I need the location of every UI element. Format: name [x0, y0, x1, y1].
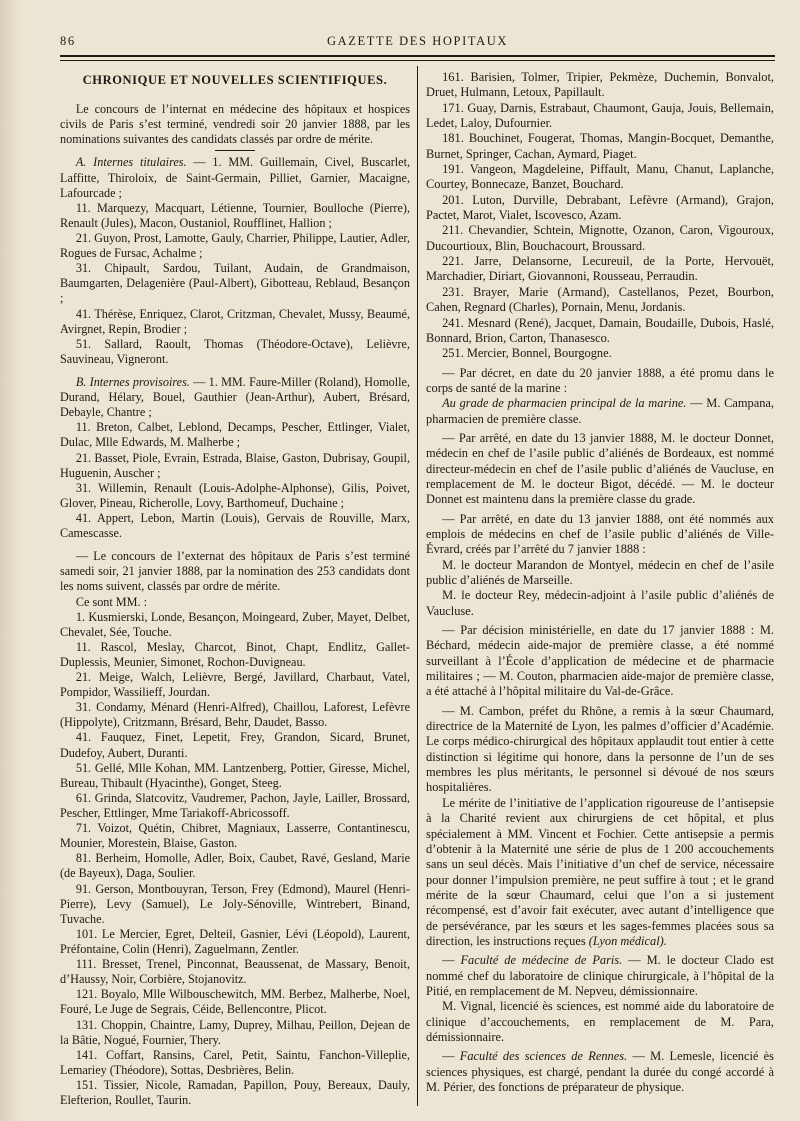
list-item: 31. Chipault, Sardou, Tuilant, Audain, de Grandmaison, Baumgarten, Delagenière (Paul-Albert), Gibotteau, Reblaud, Besançon ;	[60, 261, 410, 306]
list-item: 151. Tissier, Nicole, Ramadan, Papillon, Pouy, Bereaux, Dauly, Elefterion, Roullet, Taurin.	[60, 1078, 410, 1108]
list-item: 51. Gellé, Mlle Kohan, MM. Lantzenberg, Pottier, Giresse, Michel, Bureau, Thibault (Hyacinthe), Gonget, Steeg.	[60, 760, 410, 790]
list-item: 11. Rascol, Meslay, Charcot, Binot, Chapt, Endlitz, Gallet-Duplessis, Meunier, Simonet, Rochon-Duvigneau.	[60, 639, 410, 669]
merite-paragraph	[426, 796, 774, 949]
list-item: 11. Marquezy, Macquart, Létienne, Tournier, Boulloche (Pierre), Renault (Jules), Macon, Oustaniol, Roufflinet, Hallion ;	[60, 200, 410, 230]
list-item: 221. Jarre, Delansorne, Lecureuil, de la Porte, Hervouët, Marchadier, Diriart, Giovannoni, Rousseau, Perraudin.	[426, 254, 774, 284]
arrete-marandon: M. le docteur Marandon de Montyel, médecin en chef de l’asile public d’aliénés de Marseille.	[426, 557, 774, 587]
list-item: 201. Luton, Durville, Debrabant, Lefèvre (Armand), Grajon, Pactet, Marot, Vialet, Iscovesco, Azam.	[426, 192, 774, 223]
list-item: 41. Thérèse, Enriquez, Clarot, Critzman, Chevalet, Mussy, Beaumé, Avirgnet, Repin, Brodier ;	[60, 306, 410, 336]
arrete-rey: M. le docteur Rey, médecin-adjoint à l’asile public d’aliénés de Vaucluse.	[426, 588, 774, 618]
cambon-paragraph: — M. Cambon, préfet du Rhône, a remis à la sœur Chaumard, directrice de la Maternité de Lyon, les palmes d’officier d’Académie. Le corps médico-chirurgical des hôpitaux applaudit tout entier à cette distinction si légitime qui honore, dans la personne de l’un de ses membres les plus méritants, le personnel si dévoué de nos sœurs hospitalières.	[426, 703, 774, 795]
decret-paragraph: — Par décret, en date du 20 janvier 1888, a été promu dans le corps de santé de la marine :	[426, 365, 774, 395]
faculte-rennes-paragraph: — Faculté des sciences de Rennes. — M. Lemesle, licencié ès sciences physiques, est chargé, pendant la durée du congé accordé à M. Périer, des fonctions de préparateur de physique.	[426, 1049, 775, 1094]
list-item: — 1. MM. Faure-Miller (Roland), Homolle, Durand, Hélary, Bouel, Gauthier (Jean-Arthur), Aubert, Brésard, Debayle, Chantre ;	[60, 374, 410, 420]
internes-titulaires-heading: A. Internes titulaires.	[75, 155, 187, 170]
merite-source: (Lyon médical).	[588, 933, 667, 948]
faculte-rennes-text: — M. Lemesle, licencié ès sciences physiques, est chargé, pendant la durée du congé accordé à M. Périer, des fonctions de préparateur de physique.	[426, 1049, 775, 1094]
list-item: 91. Gerson, Montbouyran, Terson, Frey (Edmond), Maurel (Henri-Pierre), Levy (Samuel), Le Joly-Sénoville, Wintrebert, Binand, Tuvache.	[60, 881, 410, 926]
merite-text: Le mérite de l’initiative de l’application rigoureuse de l’antisepsie à la Charité revient aux chirurgiens de cet hôpital, et plus spécialement à MM. Vincent et Fochier. Cette antisepsie a permis d’obtenir à la Maternité une série de plus de 1 200 accouchements sans un seul décès. Mais l’initiative d’un chef de service, nécessaire pour donner l’impulsion première, ne peut suffire à tout ; et le grand mérite de la sœur Chaumard, celui que l’on a si justement récompensé, est d’avoir fait exécuter, avec autant d’intelligence que de persévérance, par les sœurs et les sages-femmes placées sous sa direction, les instructions reçues	[426, 795, 774, 948]
header-rule-thin	[60, 60, 775, 61]
list-item: 31. Willemin, Renault (Louis-Adolphe-Alphonse), Gilis, Poivet, Glover, Pineau, Richerolle, Lovy, Barthomeuf, Duchaine ;	[60, 480, 410, 510]
list-item: 41. Fauquez, Finet, Lepetit, Frey, Grandon, Sicard, Brunet, Dudefoy, Aubert, Duranti.	[60, 730, 410, 760]
right-column	[426, 70, 774, 1095]
list-item: 131. Choppin, Chaintre, Lamy, Duprey, Milhau, Peillon, Dejean de la Bâtie, Nogué, Fournier, Thery.	[60, 1017, 410, 1047]
externat-label: Ce sont MM. :	[75, 594, 147, 609]
internat-intro: Le concours de l’internat en médecine des hôpitaux et hospices civils de Paris s’est terminé, vendredi soir 20 janvier 1888, par les nominations suivantes des candidats classés par ordre de mérite.	[60, 102, 410, 147]
decret-grade-italic: Au grade de pharmacien principal de la marine.	[442, 396, 687, 411]
list-item: 11. Breton, Calbet, Leblond, Decamps, Pescher, Ettlinger, Vialet, Dulac, Mlle Edwards, M. Malherbe ;	[60, 420, 410, 450]
faculte-paris-text: — M. le docteur Clado est nommé chef du laboratoire de clinique chirurgicale, à l’hôpital de la Pitié, en remplacement de M. Nepveu, démissionnaire.	[426, 953, 774, 998]
page-number: 86	[60, 34, 76, 48]
list-item: 231. Brayer, Marie (Armand), Castellanos, Pezet, Bourbon, Cahen, Regnard (Charles), Pornain, Menu, Jordanis.	[426, 284, 774, 315]
decret-detail	[426, 396, 774, 427]
faculte-paris-label: Faculté de médecine de Paris.	[460, 953, 623, 968]
list-item: 241. Mesnard (René), Jacquet, Damain, Boudaille, Dubois, Haslé, Bonnard, Brion, Carton, Thanasesco.	[426, 315, 774, 345]
faculte-paris-vignal: M. Vignal, licencié ès sciences, est nommé aide du laboratoire de clinique d’accouchements, en remplacement de M. Para, démissionnaire.	[426, 999, 774, 1044]
binding-edge	[0, 0, 22, 1121]
list-item: 21. Basset, Piole, Evrain, Estrada, Blaise, Gaston, Dubrisay, Goupil, Huguenin, Auscher ;	[60, 450, 410, 480]
list-item: 101. Le Mercier, Egret, Delteil, Gasnier, Lévi (Léopold), Laurent, Préfontaine, Colin (Henri), Zaguelmann, Zentler.	[60, 926, 410, 957]
internes-provisoires-first	[60, 375, 410, 420]
list-item: 171. Guay, Darnis, Estrabaut, Chaumont, Gauja, Jouis, Bellemain, Ledet, Laloy, Dufournier.	[426, 100, 774, 131]
list-item: 41. Appert, Lebon, Martin (Louis), Gervais de Rouville, Marx, Camescasse.	[60, 510, 410, 541]
list-item: 31. Condamy, Ménard (Henri-Alfred), Chaillou, Laforest, Lefèvre (Hippolyte), Critzmann, Brésard, Behr, Daudet, Basso.	[60, 700, 410, 730]
list-item: 161. Barisien, Tolmer, Tripier, Pekmèze, Duchemin, Bonvalot, Druet, Hulmann, Letoux, Papillault.	[426, 70, 774, 100]
column-separator	[417, 66, 418, 1106]
separator	[215, 150, 255, 151]
list-item: 121. Boyalo, Mlle Wilbouschewitch, MM. Berbez, Malherbe, Noel, Fouré, Le Juge de Segrais, Céide, Bellencontre, Plicot.	[60, 987, 410, 1017]
internes-titulaires-first	[60, 155, 410, 200]
page-header	[60, 34, 775, 52]
internes-provisoires-heading: B. Internes provisoires.	[75, 374, 190, 389]
decision-ministerielle: — Par décision ministérielle, en date du 17 janvier 1888 : M. Béchard, médecin aide-major de première classe, a été nommé surveillant à l’École d’application de médecine et de pharmacie militaires ; — M. Couton, pharmacien aide-major de première classe, a été attaché à l’hôpital militaire du Val-de-Grâce.	[426, 623, 774, 699]
list-item: 211. Chevandier, Schtein, Mignotte, Ozanon, Caron, Vigouroux, Ducourtioux, Blin, Bouchacourt, Broussard.	[426, 223, 774, 253]
list-item: 191. Vangeon, Magdeleine, Piffault, Manu, Chanut, Laplanche, Courtey, Bonnecaze, Banzet, Bouchard.	[426, 162, 774, 192]
section-title: CHRONIQUE ET NOUVELLES SCIENTIFIQUES.	[82, 73, 388, 87]
faculte-paris-paragraph: — Faculté de médecine de Paris. — M. le docteur Clado est nommé chef du laboratoire de clinique chirurgicale, à l’hôpital de la Pitié, en remplacement de M. Nepveu, démissionnaire.	[426, 953, 774, 998]
list-item: — 1. MM. Guillemain, Civel, Buscarlet, Laffitte, Thiroloix, de Saint-Germain, Pilliet, Garnier, Macaigne, Lafourcade ;	[60, 155, 411, 200]
list-item: 61. Grinda, Slatcovitz, Vaudremer, Pachon, Jayle, Lailler, Brossard, Pescher, Ettlinger, Mme Tariakoff-Abricossoff.	[60, 790, 410, 821]
arrete-ville-evrard: — Par arrêté, en date du 13 janvier 1888, ont été nommés aux emplois de médecins en chef de l’asile public d’aliénés de Ville-Évrard, créés par l’arrêté du 7 janvier 1888 :	[426, 511, 774, 557]
externat-intro: — Le concours de l’externat des hôpitaux de Paris s’est terminé samedi soir, 21 janvier 1888, par la nomination des 253 candidats dont les noms suivent, classés par ordre de mérite.	[60, 549, 410, 594]
list-item: 51. Sallard, Raoult, Thomas (Théodore-Octave), Lelièvre, Sauvineau, Vigneront.	[60, 336, 410, 366]
decret-detail-text: — M. Campana, pharmacien de première classe.	[426, 396, 775, 426]
list-item: 21. Meige, Walch, Lelièvre, Bergé, Javillard, Charbaut, Vatel, Pompidor, Wassilieff, Jourdan.	[60, 670, 410, 700]
header-rule-thick	[60, 55, 775, 57]
journal-title: GAZETTE DES HOPITAUX	[327, 34, 508, 48]
list-item: 1. Kusmierski, Londe, Besançon, Moingeard, Zuber, Mayet, Delbet, Chevalet, Sée, Touche.	[60, 609, 410, 639]
list-item: 111. Bresset, Trenel, Pinconnat, Beaussenat, de Massary, Benoit, d’Haussy, Noir, Corbière, Stojanovitz.	[60, 957, 410, 987]
list-item: 181. Bouchinet, Fougerat, Thomas, Mangin-Bocquet, Demanthe, Burnet, Springer, Cachan, Aymard, Piaget.	[426, 131, 774, 161]
list-item: 251. Mercier, Bonnel, Bourgogne.	[442, 346, 612, 361]
list-item: 71. Voizot, Quétin, Chibret, Magniaux, Lasserre, Contantinescu, Mounier, Morestein, Blaise, Gaston.	[60, 821, 410, 851]
arrete-donnet: — Par arrêté, en date du 13 janvier 1888, M. le docteur Donnet, médecin en chef de l’asile public d’aliénés de Bordeaux, est nommé directeur-médecin en chef de l’asile public d’aliénés de Vaucluse, en remplacement de M. le docteur Bigot, décédé. — M. le docteur Donnet est maintenu dans la première classe du grade.	[426, 430, 774, 507]
list-item: 81. Berheim, Homolle, Adler, Boix, Caubet, Ravé, Gesland, Marie (de Bayeux), Daga, Soulier.	[60, 851, 410, 881]
list-item: 141. Coffart, Ransins, Carel, Petit, Saintu, Fanchon-Villeplie, Lemariey (Théodore), Sottas, Desbrières, Belin.	[60, 1047, 410, 1077]
list-item: 21. Guyon, Prost, Lamotte, Gauly, Charrier, Philippe, Lautier, Adler, Rogues de Fursac, Achalme ;	[60, 230, 410, 261]
left-column	[60, 70, 410, 1108]
faculte-rennes-label: Faculté des sciences de Rennes.	[459, 1049, 628, 1064]
